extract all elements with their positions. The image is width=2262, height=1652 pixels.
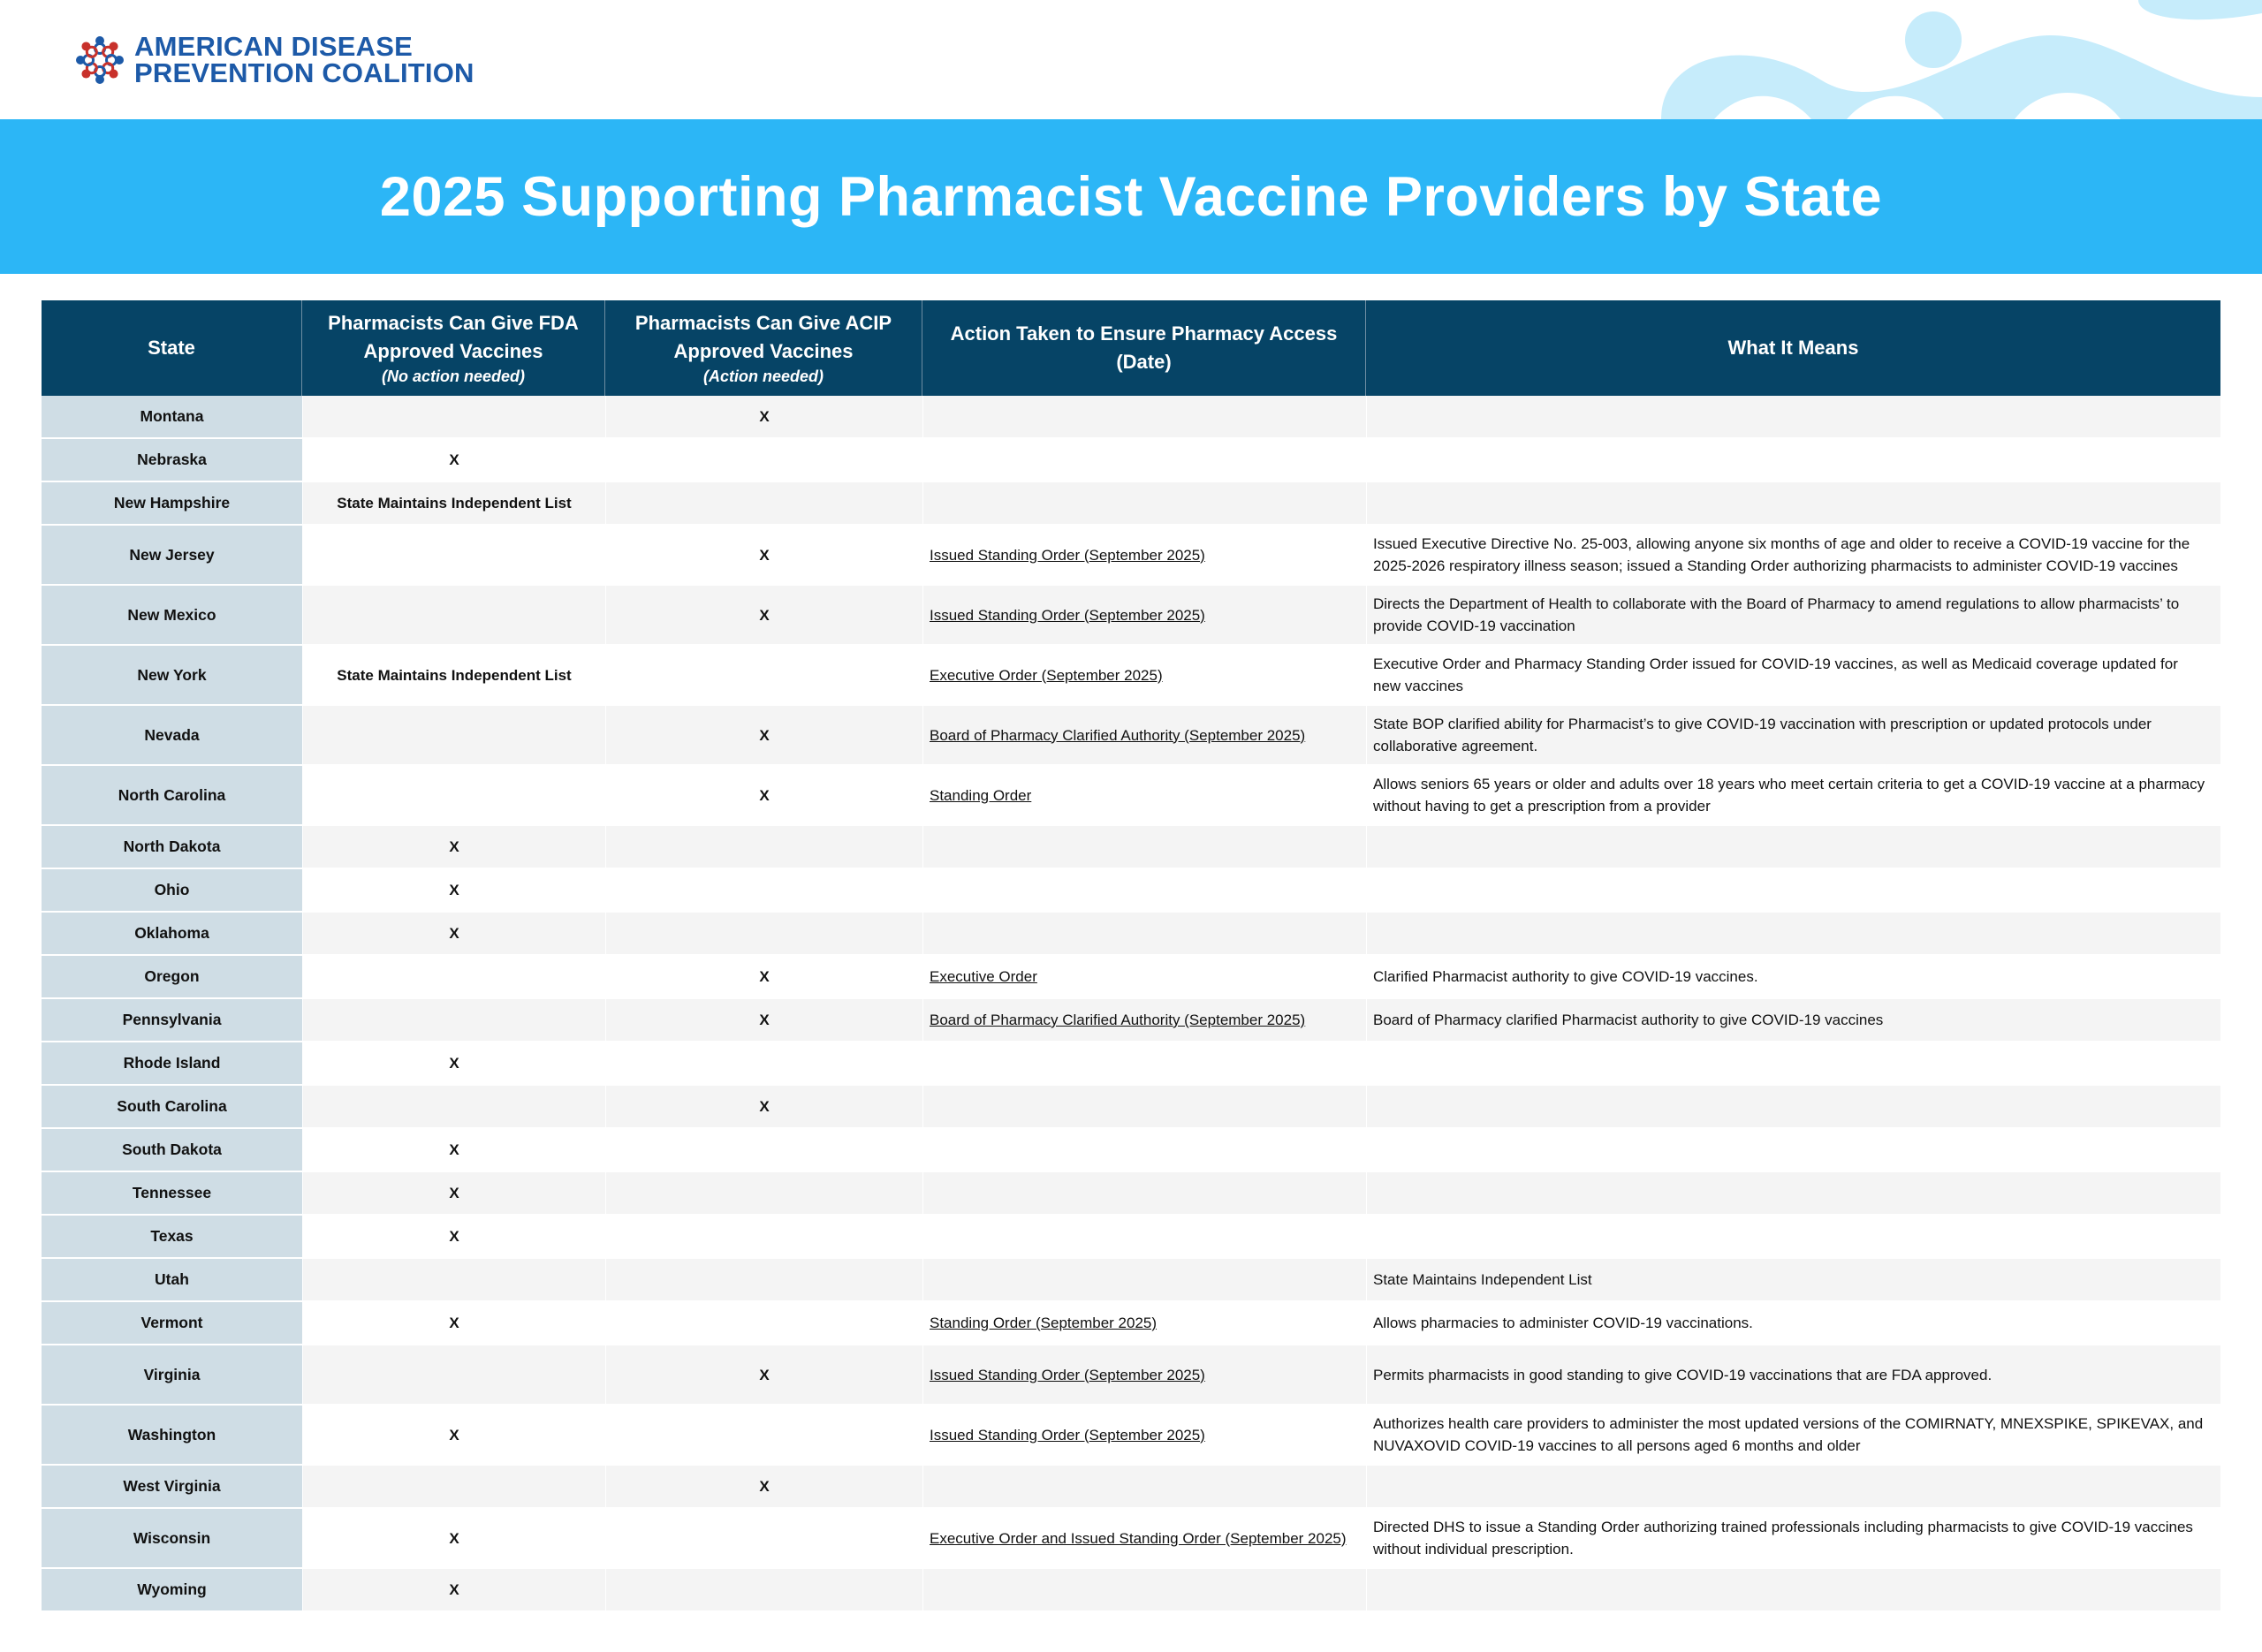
state-cell: Tennessee [42,1172,302,1216]
state-cell: North Dakota [42,826,302,869]
fda-cell [302,1466,605,1509]
action-link[interactable]: Issued Standing Order (September 2025) [930,546,1205,564]
action-cell [922,439,1366,482]
page-header [0,0,2262,119]
action-cell [922,1406,1366,1466]
state-cell: Rhode Island [42,1042,302,1086]
acip-cell: X [605,706,922,766]
action-link[interactable]: Standing Order [930,786,1032,804]
acip-cell [605,1129,922,1172]
action-cell [922,1509,1366,1569]
state-cell: South Dakota [42,1129,302,1172]
acip-cell: X [605,1345,922,1406]
acip-cell: X [605,956,922,999]
column-header-fda [302,300,605,396]
fda-cell [302,1345,605,1406]
column-header-action [922,300,1366,396]
state-cell: Oregon [42,956,302,999]
action-cell [922,1345,1366,1406]
acip-cell: X [605,1466,922,1509]
acip-cell [605,1569,922,1612]
column-header-label: Pharmacists Can Give FDA Approved Vaccines [328,312,579,362]
column-header-note: (Action needed) [702,368,824,385]
acip-cell [605,1042,922,1086]
table-body [42,396,2220,1612]
organization-logo[interactable] [74,31,474,88]
state-cell: South Carolina [42,1086,302,1129]
fda-cell [302,999,605,1042]
table-row [42,1406,2220,1466]
acip-cell [605,646,922,706]
meaning-cell: Board of Pharmacy clarified Pharmacist authority to give COVID-19 vaccines [1366,999,2220,1042]
meaning-cell [1366,826,2220,869]
table-row [42,1216,2220,1259]
state-cell: Ohio [42,869,302,913]
action-link[interactable]: Executive Order [930,968,1037,985]
state-vaccine-table [42,300,2220,1612]
state-cell: North Carolina [42,766,302,826]
action-link[interactable]: Executive Order and Issued Standing Order (September 2025) [930,1529,1347,1547]
state-cell: Utah [42,1259,302,1302]
action-cell [922,482,1366,526]
acip-cell [605,1406,922,1466]
acip-cell: X [605,586,922,646]
fda-cell: X [302,913,605,956]
meaning-cell: Issued Executive Directive No. 25-003, allowing anyone six months of age and older to receive a COVID-19 vaccine for the 2025-2026 respiratory illness season; issued a Standing Order authorizing pharmacists to administer COVID-19 vaccines [1366,526,2220,586]
column-header-label: Pharmacists Can Give ACIP Approved Vaccines [634,312,892,362]
action-cell [922,913,1366,956]
acip-cell [605,1509,922,1569]
meaning-cell: Allows pharmacies to administer COVID-19 vaccinations. [1366,1302,2220,1345]
action-cell [922,1129,1366,1172]
action-cell [922,1086,1366,1129]
fda-cell: X [302,1172,605,1216]
state-cell: Washington [42,1406,302,1466]
acip-cell [605,913,922,956]
fda-cell: X [302,826,605,869]
meaning-cell [1366,869,2220,913]
fda-cell: X [302,1042,605,1086]
action-cell [922,396,1366,439]
action-cell [922,999,1366,1042]
meaning-cell [1366,1466,2220,1509]
meaning-cell: Clarified Pharmacist authority to give COVID-19 vaccines. [1366,956,2220,999]
column-header-label: What It Means [1727,337,1859,359]
column-header-meaning [1366,300,2220,396]
state-cell: Montana [42,396,302,439]
action-cell [922,1259,1366,1302]
fda-cell: X [302,1216,605,1259]
fda-cell: X [302,1569,605,1612]
meaning-cell: Directs the Department of Health to collaborate with the Board of Pharmacy to amend regulations to allow pharmacists’ to provide COVID-19 vaccination [1366,586,2220,646]
table-row [42,1259,2220,1302]
action-cell [922,1042,1366,1086]
table-row [42,482,2220,526]
fda-cell: State Maintains Independent List [302,646,605,706]
state-cell: Virginia [42,1345,302,1406]
acip-cell [605,1172,922,1216]
meaning-cell [1366,1172,2220,1216]
table-row [42,826,2220,869]
state-cell: Nevada [42,706,302,766]
table-row [42,396,2220,439]
fda-cell [302,956,605,999]
organization-name [134,31,474,88]
state-cell: Oklahoma [42,913,302,956]
title-banner [0,119,2262,274]
table-row [42,1509,2220,1569]
action-cell [922,706,1366,766]
action-cell [922,956,1366,999]
state-cell: New Jersey [42,526,302,586]
action-cell [922,1172,1366,1216]
organization-name-line-1: AMERICAN DISEASE [134,31,413,62]
acip-cell: X [605,1086,922,1129]
table-row [42,526,2220,586]
action-link[interactable]: Executive Order (September 2025) [930,666,1163,684]
fda-cell [302,586,605,646]
table-row [42,1042,2220,1086]
meaning-cell [1366,396,2220,439]
meaning-cell [1366,439,2220,482]
table-row [42,1345,2220,1406]
action-cell [922,1569,1366,1612]
table-row [42,1466,2220,1509]
action-cell [922,869,1366,913]
action-link[interactable]: Issued Standing Order (September 2025) [930,606,1205,624]
table-row [42,999,2220,1042]
column-header-label: State [148,337,195,359]
table-row [42,869,2220,913]
meaning-cell: Executive Order and Pharmacy Standing Order issued for COVID-19 vaccines, as well as Medicaid coverage updated for new vaccines [1366,646,2220,706]
fda-cell: State Maintains Independent List [302,482,605,526]
table-row [42,766,2220,826]
fda-cell [302,706,605,766]
action-cell [922,1466,1366,1509]
action-cell [922,526,1366,586]
action-link[interactable]: Standing Order (September 2025) [930,1315,1158,1331]
acip-cell [605,1302,922,1345]
people-circle-icon [74,34,125,86]
meaning-cell [1366,1042,2220,1086]
meaning-cell: State Maintains Independent List [1366,1259,2220,1302]
acip-cell: X [605,999,922,1042]
table-row [42,1086,2220,1129]
action-link[interactable]: Issued Standing Order (September 2025) [930,1366,1205,1383]
acip-cell [605,869,922,913]
fda-cell: X [302,1509,605,1569]
state-cell: Wyoming [42,1569,302,1612]
state-cell: New York [42,646,302,706]
meaning-cell [1366,482,2220,526]
meaning-cell: Directed DHS to issue a Standing Order authorizing trained professionals including pharmacists to give COVID-19 vaccines without individual prescription. [1366,1509,2220,1569]
meaning-cell: State BOP clarified ability for Pharmacist’s to give COVID-19 vaccination with prescription or updated protocols under collaborative agreement. [1366,706,2220,766]
action-link[interactable]: Issued Standing Order (September 2025) [930,1426,1205,1444]
action-link[interactable]: Board of Pharmacy Clarified Authority (September 2025) [930,1012,1306,1028]
table-row [42,439,2220,482]
fda-cell: X [302,439,605,482]
state-cell: West Virginia [42,1466,302,1509]
table-row [42,1569,2220,1612]
state-cell: Vermont [42,1302,302,1345]
table-row [42,956,2220,999]
acip-cell [605,826,922,869]
fda-cell [302,1259,605,1302]
acip-cell [605,439,922,482]
table-row [42,706,2220,766]
state-cell: New Hampshire [42,482,302,526]
table-row [42,1172,2220,1216]
action-link[interactable]: Board of Pharmacy Clarified Authority (September 2025) [930,726,1306,744]
acip-cell [605,1216,922,1259]
fda-cell: X [302,1406,605,1466]
column-header-note: (No action needed) [381,368,525,385]
table-row [42,913,2220,956]
fda-cell [302,1086,605,1129]
table-row [42,646,2220,706]
organization-name-line-2: PREVENTION COALITION [134,57,474,88]
meaning-cell: Permits pharmacists in good standing to give COVID-19 vaccinations that are FDA approved. [1366,1345,2220,1406]
fda-cell [302,526,605,586]
table-header-row [42,300,2220,396]
state-cell: Nebraska [42,439,302,482]
meaning-cell: Allows seniors 65 years or older and adults over 18 years who meet certain criteria to get a COVID-19 vaccine at a pharmacy without having to get a prescription from a provider [1366,766,2220,826]
state-cell: Pennsylvania [42,999,302,1042]
state-cell: Texas [42,1216,302,1259]
action-cell [922,646,1366,706]
acip-cell: X [605,396,922,439]
decorative-waves [1643,0,2262,119]
meaning-cell: Authorizes health care providers to administer the most updated versions of the COMIRNATY, MNEXSPIKE, SPIKEVAX, and NUVAXOVID COVID-19 vaccines to all persons aged 6 months and older [1366,1406,2220,1466]
action-cell [922,586,1366,646]
acip-cell [605,1259,922,1302]
table-row [42,1129,2220,1172]
fda-cell: X [302,869,605,913]
table-row [42,586,2220,646]
state-cell: New Mexico [42,586,302,646]
action-cell [922,1216,1366,1259]
meaning-cell [1366,1086,2220,1129]
column-header-acip [605,300,922,396]
table-row [42,1302,2220,1345]
acip-cell [605,482,922,526]
column-header-label: Action Taken to Ensure Pharmacy Access (Date) [950,322,1338,373]
action-cell [922,1302,1366,1345]
fda-cell [302,766,605,826]
fda-cell: X [302,1129,605,1172]
column-header-state [42,300,302,396]
acip-cell: X [605,766,922,826]
meaning-cell [1366,913,2220,956]
state-cell: Wisconsin [42,1509,302,1569]
action-cell [922,766,1366,826]
meaning-cell [1366,1569,2220,1612]
acip-cell: X [605,526,922,586]
meaning-cell [1366,1216,2220,1259]
fda-cell: X [302,1302,605,1345]
page-title: 2025 Supporting Pharmacist Vaccine Providers by State [379,165,1883,228]
fda-cell [302,396,605,439]
action-cell [922,826,1366,869]
meaning-cell [1366,1129,2220,1172]
